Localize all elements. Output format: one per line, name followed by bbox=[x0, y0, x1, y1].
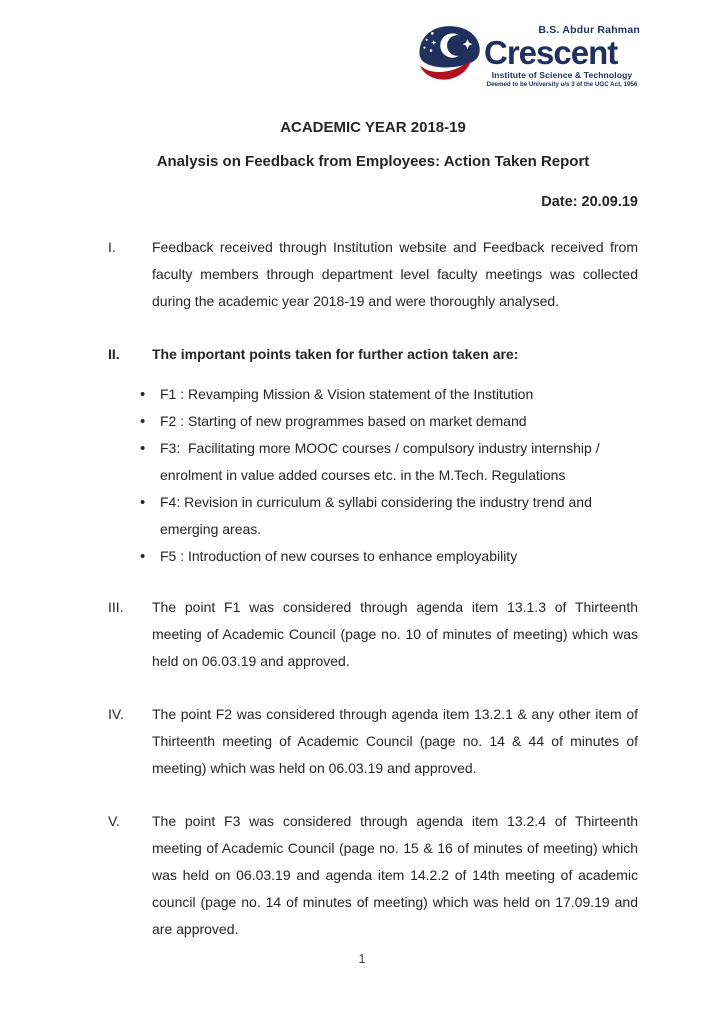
section-text: The point F3 was considered through agenda item 13.2.4 of Thirteenth meeting of Academic Council (page no. 15 & 16 of minutes of meeting) which was held on 06.03.19 and agenda item 14.2.2 of 14th meeting of academic council (page no. 14 of minutes of meeting) which was held on 17.09.19 and are approved. bbox=[152, 813, 638, 937]
section-heading: The important points taken for further action taken are: bbox=[152, 346, 519, 362]
section-text: The point F1 was considered through agenda item 13.1.3 of Thirteenth meeting of Academic Council (page no. 10 of minutes of meeting) which was held on 06.03.19 and approved. bbox=[152, 599, 638, 669]
logo-name: Crescent bbox=[484, 34, 618, 71]
page-number: 1 bbox=[358, 952, 366, 966]
bullet-icon bbox=[140, 435, 160, 489]
page-subtitle: Analysis on Feedback from Employees: Action Taken Report bbox=[156, 153, 590, 170]
section-numeral: V. bbox=[108, 813, 120, 829]
bullet-icon bbox=[140, 489, 160, 543]
page-title: ACADEMIC YEAR 2018-19 bbox=[280, 119, 466, 136]
section-III bbox=[108, 594, 638, 675]
feedback-point-f3 bbox=[140, 435, 638, 489]
section-V bbox=[108, 808, 638, 943]
feedback-point-f4 bbox=[140, 489, 638, 543]
feedback-point-text: F4: Revision in curriculum & syllabi considering the industry trend and emerging areas. bbox=[160, 494, 596, 537]
institution-logo bbox=[415, 24, 640, 90]
feedback-point-f2 bbox=[140, 408, 638, 435]
section-II bbox=[108, 341, 638, 570]
crescent-moon-emblem-icon bbox=[415, 24, 487, 90]
feedback-point-f1 bbox=[140, 381, 638, 408]
section-text: Feedback received through Institution website and Feedback received from faculty members through department level faculty meetings was collected during the academic year 2018-19 and were thoroughly analysed. bbox=[152, 239, 638, 309]
date-label: Date: 20.09.19 bbox=[541, 194, 638, 210]
section-I bbox=[108, 234, 638, 315]
feedback-points-list bbox=[140, 381, 638, 570]
logo-tagline: Deemed to be University u/s 3 of the UGC Act, 1956 bbox=[486, 81, 638, 89]
section-numeral: I. bbox=[108, 239, 116, 255]
bullet-icon bbox=[140, 381, 160, 408]
section-IV bbox=[108, 701, 638, 782]
section-numeral: III. bbox=[108, 599, 124, 615]
section-text: The point F2 was considered through agenda item 13.2.1 & any other item of Thirteenth meeting of Academic Council (page no. 14 & 44 of minutes of meeting) which was held on 06.03.19 and approved. bbox=[152, 706, 638, 776]
logo-pretitle: B.S. Abdur Rahman bbox=[538, 24, 640, 36]
feedback-point-text: F5 : Introduction of new courses to enhance employability bbox=[160, 548, 518, 564]
logo-subtitle: Institute of Science & Technology bbox=[491, 70, 633, 81]
bullet-icon bbox=[140, 408, 160, 435]
bullet-icon bbox=[140, 543, 160, 570]
feedback-point-text: F3: Facilitating more MOOC courses / compulsory industry internship / enrolment in value added courses etc. in the M.Tech. Regulations bbox=[160, 440, 604, 483]
feedback-point-text: F2 : Starting of new programmes based on market demand bbox=[160, 413, 527, 429]
document-content bbox=[108, 118, 638, 969]
section-numeral: II. bbox=[108, 346, 120, 362]
feedback-point-text: F1 : Revamping Mission & Vision statement of the Institution bbox=[160, 386, 534, 402]
section-numeral: IV. bbox=[108, 706, 124, 722]
feedback-point-f5 bbox=[140, 543, 638, 570]
logo-text-block bbox=[484, 24, 640, 88]
